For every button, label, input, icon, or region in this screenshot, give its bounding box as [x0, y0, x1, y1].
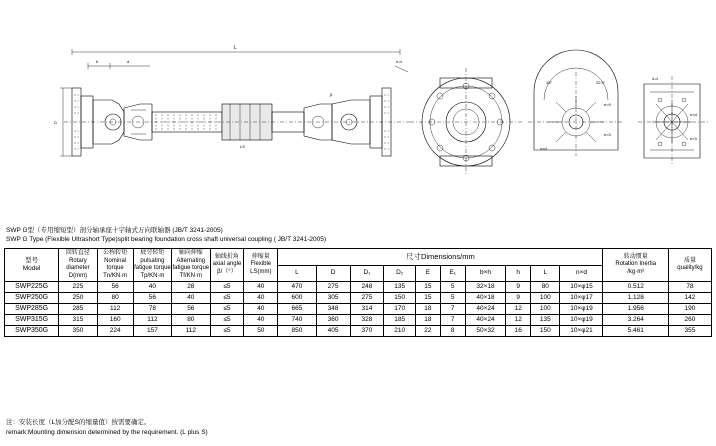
th-dimensions-group: 尺寸Dimensions/mm — [278, 249, 603, 266]
cell-nominal-torque: 112 — [97, 304, 133, 315]
cell-quality: 190 — [668, 304, 711, 315]
cell-nxd: 10×φ19 — [560, 315, 603, 326]
cell-flexible: 40 — [244, 304, 278, 315]
cell-alternating-torque: 80 — [172, 315, 210, 326]
th-dim-D2: D₂ — [384, 265, 416, 282]
cell-flexible: 40 — [244, 315, 278, 326]
th-dim-D: D — [316, 265, 350, 282]
cell-nxd: 10×φ19 — [560, 304, 603, 315]
cell-quality: 260 — [668, 315, 711, 326]
cell-L: 740 — [278, 315, 316, 326]
svg-text:e=3: e=3 — [690, 136, 697, 141]
cell-D2: 150 — [384, 293, 416, 304]
cell-E1: 7 — [440, 315, 465, 326]
cell-h: 9 — [506, 282, 531, 293]
cell-h: 12 — [506, 315, 531, 326]
th-rotation-inertia: 转动惯量 Rotation Inertia /kg·m² — [603, 249, 668, 282]
cell-D2: 170 — [384, 304, 416, 315]
th-dim-E: E — [416, 265, 441, 282]
cell-E1: 8 — [440, 326, 465, 337]
svg-text:e=3: e=3 — [604, 132, 611, 137]
cell-D1: 314 — [350, 304, 384, 315]
cell-pulsating-torque: 40 — [133, 282, 171, 293]
cell-bxh: 40×24 — [465, 304, 506, 315]
cell-pulsating-torque: 157 — [133, 326, 171, 337]
cell-alternating-torque: 112 — [172, 326, 210, 337]
table-body — [5, 282, 712, 337]
th-nominal-torque: 公称转矩 Nominal torque Tn/KN·m — [97, 249, 133, 282]
cell-quality: 355 — [668, 326, 711, 337]
cell-h: 9 — [506, 293, 531, 304]
cell-D: 405 — [316, 326, 350, 337]
th-flexible: 伸缩量 Flexible LS(mm) — [244, 249, 278, 282]
th-dim-h: h — [506, 265, 531, 282]
cell-bxh: 50×32 — [465, 326, 506, 337]
table-row — [5, 326, 712, 337]
th-model-cn: 型号 — [25, 257, 39, 264]
cell-E: 18 — [416, 304, 441, 315]
cell-L: 600 — [278, 293, 316, 304]
cell-flexible: 40 — [244, 282, 278, 293]
cell-rotation-inertia: 1.128 — [603, 293, 668, 304]
cell-model: SWP350G — [5, 326, 59, 337]
svg-text:n×d: n×d — [690, 112, 697, 117]
cell-L: 470 — [278, 282, 316, 293]
svg-text:β: β — [330, 92, 333, 97]
th-model — [5, 249, 59, 282]
svg-text:LS: LS — [240, 144, 245, 149]
header-row-1 — [5, 249, 712, 266]
th-dim-E1: E₁ — [440, 265, 465, 282]
cell-bxh: 32×18 — [465, 282, 506, 293]
th-model-en: Model — [22, 265, 41, 272]
cell-D2: 135 — [384, 282, 416, 293]
th-quality: 质量 quality/kg — [668, 249, 711, 282]
cell-D2: 210 — [384, 326, 416, 337]
cell-axial-angle: ≤5 — [210, 315, 244, 326]
cell-flexible: 40 — [244, 293, 278, 304]
svg-text:15°: 15° — [546, 80, 553, 85]
remark-en: remark:Mounting dimension determined by the requirement. (L plus S) — [6, 429, 208, 436]
cell-L: 850 — [278, 326, 316, 337]
specifications-table — [4, 248, 712, 337]
cell-axial-angle: ≤5 — [210, 293, 244, 304]
cell-h: 12 — [506, 304, 531, 315]
cell-axial-angle: ≤5 — [210, 282, 244, 293]
specifications-table-wrapper — [4, 248, 712, 337]
cell-rotary-diameter: 250 — [59, 293, 97, 304]
cell-axial-angle: ≤5 — [210, 304, 244, 315]
th-dim-bxh: b×h — [465, 265, 506, 282]
th-alternating-fatigue-torque: 轴向伸缩 Alternating fatigue torque Tf/KN·m — [172, 249, 210, 282]
cell-pulsating-torque: 78 — [133, 304, 171, 315]
cell-D1: 275 — [350, 293, 384, 304]
cell-E: 15 — [416, 282, 441, 293]
cell-rotary-diameter: 285 — [59, 304, 97, 315]
cell-L2: 100 — [531, 304, 560, 315]
cell-nxd: 10×φ15 — [560, 282, 603, 293]
remark-cn: 注：安装长度（L加分配S的缩量值）按需要确定。 — [6, 419, 151, 426]
cell-model: SWP315G — [5, 315, 59, 326]
cell-L: 665 — [278, 304, 316, 315]
cell-E: 18 — [416, 315, 441, 326]
th-dim-nxd: n×d — [560, 265, 603, 282]
cell-flexible: 50 — [244, 326, 278, 337]
table-row — [5, 282, 712, 293]
th-dim-D1: D₁ — [350, 265, 384, 282]
cell-nominal-torque: 224 — [97, 326, 133, 337]
th-rotary-diameter: 回转直径 Rotary diameter D(mm) — [59, 249, 97, 282]
th-dim-L2: L — [531, 265, 560, 282]
caption-line-en: SWP G Type (Flexible Ultrashort Type)split bearing foundation cross shaft universal coupling ( JB/T 3241-2005) — [6, 236, 326, 243]
cell-model: SWP285G — [5, 304, 59, 315]
cell-D1: 328 — [350, 315, 384, 326]
cell-pulsating-torque: 56 — [133, 293, 171, 304]
cell-rotary-diameter: 350 — [59, 326, 97, 337]
cell-L2: 80 — [531, 282, 560, 293]
svg-text:4-d: 4-d — [652, 76, 658, 81]
svg-text:e=9: e=9 — [604, 102, 611, 107]
cell-D: 275 — [316, 282, 350, 293]
cell-nxd: 10×φ21 — [560, 326, 603, 337]
table-row — [5, 315, 712, 326]
cell-bxh: 40×18 — [465, 293, 506, 304]
cell-E1: 5 — [440, 293, 465, 304]
cell-D1: 248 — [350, 282, 384, 293]
cell-rotation-inertia: 1.956 — [603, 304, 668, 315]
cell-rotation-inertia: 5.461 — [603, 326, 668, 337]
cell-E1: 5 — [440, 282, 465, 293]
cell-D: 348 — [316, 304, 350, 315]
table-row — [5, 304, 712, 315]
cell-D2: 185 — [384, 315, 416, 326]
cell-D1: 370 — [350, 326, 384, 337]
cell-L2: 135 — [531, 315, 560, 326]
cell-alternating-torque: 40 — [172, 293, 210, 304]
drawing-caption — [6, 226, 706, 244]
cell-nominal-torque: 56 — [97, 282, 133, 293]
cell-quality: 78 — [668, 282, 711, 293]
th-pulsating-fatigue-torque: 疲劳转矩 pulsating fatigue torque Tp/KN·m — [133, 249, 171, 282]
cell-nxd: 10×φ17 — [560, 293, 603, 304]
cell-E: 22 — [416, 326, 441, 337]
remark-block — [6, 418, 706, 438]
cell-rotation-inertia: 3.264 — [603, 315, 668, 326]
svg-text:22.5°: 22.5° — [596, 80, 606, 85]
cell-D: 305 — [316, 293, 350, 304]
technical-drawing — [0, 0, 716, 222]
svg-text:d: d — [127, 59, 130, 64]
table-row — [5, 293, 712, 304]
cell-nominal-torque: 160 — [97, 315, 133, 326]
cell-model: SWP250G — [5, 293, 59, 304]
cell-E: 15 — [416, 293, 441, 304]
cell-rotation-inertia: 0.512 — [603, 282, 668, 293]
cell-nominal-torque: 80 — [97, 293, 133, 304]
cell-h: 16 — [506, 326, 531, 337]
cell-quality: 142 — [668, 293, 711, 304]
cell-rotary-diameter: 315 — [59, 315, 97, 326]
svg-text:n-d: n-d — [396, 59, 402, 64]
cell-axial-angle: ≤5 — [210, 326, 244, 337]
cell-alternating-torque: 28 — [172, 282, 210, 293]
cell-L2: 100 — [531, 293, 560, 304]
th-dim-L: L — [278, 265, 316, 282]
cell-model: SWP225G — [5, 282, 59, 293]
cell-E1: 7 — [440, 304, 465, 315]
svg-text:b: b — [96, 59, 99, 64]
cell-L2: 150 — [531, 326, 560, 337]
cell-D: 360 — [316, 315, 350, 326]
cell-rotary-diameter: 225 — [59, 282, 97, 293]
cell-alternating-torque: 56 — [172, 304, 210, 315]
cell-bxh: 40×24 — [465, 315, 506, 326]
svg-text:D: D — [54, 120, 57, 125]
table-header — [5, 249, 712, 282]
cell-pulsating-torque: 112 — [133, 315, 171, 326]
svg-text:n×d: n×d — [540, 146, 547, 151]
th-axial-angle: 轴线折角 axial angle β/（°） — [210, 249, 244, 282]
caption-line-cn: SWP G型（专用缩短型）剖分轴承座十字轴式万向联轴器 (JB/T 3241-2005) — [6, 227, 223, 234]
svg-text:L: L — [234, 45, 237, 51]
